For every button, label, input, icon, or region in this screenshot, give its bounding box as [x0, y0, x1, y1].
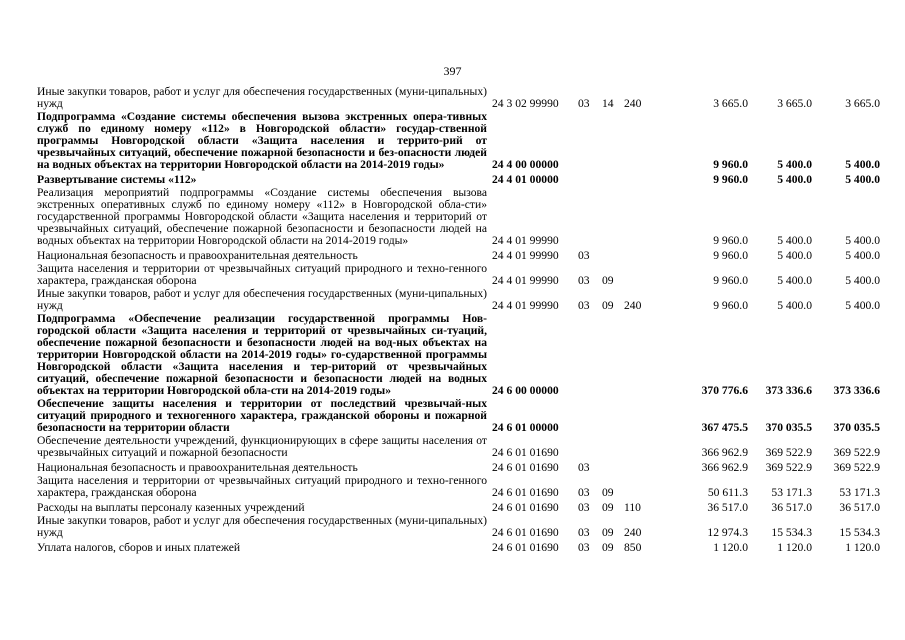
row-name: Иные закупки товаров, работ и услуг для обеспечения государственных (муни-ципальных) нужд [37, 287, 487, 312]
row-target-code: 24 3 02 99990 [492, 97, 559, 110]
row-expense-type: 240 [624, 299, 642, 312]
row-name: Уплата налогов, сборов и иных платежей [37, 541, 241, 554]
row-section: 03 [578, 97, 590, 110]
row-value-year-2: 36 517.0 [771, 501, 812, 514]
row-target-code: 24 6 01 01690 [492, 541, 559, 554]
table-row [37, 187, 880, 247]
row-target-code: 24 4 01 00000 [492, 173, 559, 186]
table-row [37, 515, 880, 539]
row-value-year-3: 370 035.5 [833, 421, 880, 434]
row-subsection: 09 [602, 541, 614, 554]
row-value-year-1: 9 960.0 [713, 158, 748, 171]
row-value-year-2: 5 400.0 [777, 173, 812, 186]
row-subsection: 09 [602, 526, 614, 539]
row-value-year-3: 3 665.0 [845, 97, 880, 110]
row-name: Защита населения и территории от чрезвычайных ситуаций природного и техно-генного характера, гражданская оборона [37, 262, 487, 287]
row-name: Национальная безопасность и правоохранительная деятельность [37, 249, 358, 262]
row-value-year-3: 5 400.0 [845, 173, 880, 186]
row-name: Развертывание системы «112» [37, 173, 197, 186]
table-row [37, 500, 880, 514]
row-value-year-3: 5 400.0 [845, 158, 880, 171]
row-value-year-1: 9 960.0 [713, 234, 748, 247]
row-subsection: 09 [602, 501, 614, 514]
table-row [37, 172, 880, 186]
row-value-year-2: 15 534.3 [771, 526, 812, 539]
row-expense-type: 240 [624, 97, 642, 110]
row-value-year-3: 373 336.6 [833, 384, 880, 397]
table-row [37, 263, 880, 287]
row-target-code: 24 4 00 00000 [492, 158, 559, 171]
row-value-year-1: 36 517.0 [707, 501, 748, 514]
row-value-year-1: 50 611.3 [707, 486, 748, 499]
row-value-year-2: 5 400.0 [777, 299, 812, 312]
table-row [37, 313, 880, 397]
row-value-year-2: 3 665.0 [777, 97, 812, 110]
row-target-code: 24 6 01 01690 [492, 526, 559, 539]
row-value-year-2: 5 400.0 [777, 274, 812, 287]
row-value-year-3: 5 400.0 [845, 249, 880, 262]
row-value-year-2: 5 400.0 [777, 158, 812, 171]
row-value-year-1: 9 960.0 [713, 173, 748, 186]
row-target-code: 24 6 00 00000 [492, 384, 559, 397]
row-value-year-3: 5 400.0 [845, 274, 880, 287]
row-section: 03 [578, 501, 590, 514]
row-subsection: 09 [602, 274, 614, 287]
row-value-year-3: 15 534.3 [839, 526, 880, 539]
row-target-code: 24 4 01 99990 [492, 274, 559, 287]
table-row [37, 111, 880, 171]
row-section: 03 [578, 486, 590, 499]
table-row [37, 475, 880, 499]
row-value-year-3: 5 400.0 [845, 234, 880, 247]
row-name: Иные закупки товаров, работ и услуг для обеспечения государственных (муни-ципальных) нужд [37, 85, 487, 110]
row-value-year-1: 1 120.0 [713, 541, 748, 554]
row-expense-type: 240 [624, 526, 642, 539]
row-name: Обеспечение деятельности учреждений, функционирующих в сфере защиты населения от чрезвычайных ситуаций и пожарной безопасности [37, 434, 487, 459]
table-row [37, 460, 880, 474]
row-section: 03 [578, 526, 590, 539]
row-name: Национальная безопасность и правоохранительная деятельность [37, 461, 358, 474]
row-target-code: 24 4 01 99990 [492, 234, 559, 247]
row-section: 03 [578, 249, 590, 262]
table-row [37, 288, 880, 312]
row-name: Обеспечение защиты населения и территории от последствий чрезвычай-ных ситуаций природного и техногенного характера, гражданской обороны и пожарной безопасности на территории области [37, 397, 487, 434]
row-subsection: 09 [602, 299, 614, 312]
row-value-year-3: 1 120.0 [845, 541, 880, 554]
table-row [37, 435, 880, 459]
row-value-year-1: 367 475.5 [701, 421, 748, 434]
row-target-code: 24 6 01 01690 [492, 501, 559, 514]
row-section: 03 [578, 461, 590, 474]
table-row [37, 540, 880, 554]
row-subsection: 14 [602, 97, 614, 110]
row-name: Расходы на выплаты персоналу казенных учреждений [37, 501, 305, 514]
row-value-year-1: 370 776.6 [701, 384, 748, 397]
row-value-year-3: 369 522.9 [833, 461, 880, 474]
row-value-year-1: 366 962.9 [701, 461, 748, 474]
row-value-year-1: 3 665.0 [713, 97, 748, 110]
row-value-year-1: 9 960.0 [713, 274, 748, 287]
row-target-code: 24 4 01 99990 [492, 249, 559, 262]
row-target-code: 24 6 01 00000 [492, 421, 559, 434]
row-value-year-2: 5 400.0 [777, 249, 812, 262]
row-value-year-2: 5 400.0 [777, 234, 812, 247]
row-target-code: 24 6 01 01690 [492, 446, 559, 459]
row-value-year-2: 373 336.6 [765, 384, 812, 397]
row-value-year-2: 369 522.9 [765, 461, 812, 474]
row-section: 03 [578, 541, 590, 554]
row-target-code: 24 4 01 99990 [492, 299, 559, 312]
row-value-year-2: 53 171.3 [771, 486, 812, 499]
row-value-year-1: 366 962.9 [701, 446, 748, 459]
row-value-year-1: 12 974.3 [707, 526, 748, 539]
row-target-code: 24 6 01 01690 [492, 486, 559, 499]
row-value-year-2: 369 522.9 [765, 446, 812, 459]
row-value-year-1: 9 960.0 [713, 249, 748, 262]
row-expense-type: 850 [624, 541, 642, 554]
row-value-year-1: 9 960.0 [713, 299, 748, 312]
page-number: 397 [443, 64, 462, 78]
row-value-year-2: 1 120.0 [777, 541, 812, 554]
budget-table [37, 86, 880, 555]
table-row [37, 398, 880, 434]
row-target-code: 24 6 01 01690 [492, 461, 559, 474]
row-value-year-3: 5 400.0 [845, 299, 880, 312]
table-row [37, 248, 880, 262]
row-name: Защита населения и территории от чрезвычайных ситуаций природного и техно-генного характера, гражданская оборона [37, 474, 487, 499]
row-value-year-3: 36 517.0 [839, 501, 880, 514]
row-section: 03 [578, 299, 590, 312]
row-value-year-3: 53 171.3 [839, 486, 880, 499]
row-subsection: 09 [602, 486, 614, 499]
row-name: Иные закупки товаров, работ и услуг для обеспечения государственных (муни-ципальных) нужд [37, 514, 487, 539]
row-name: Подпрограмма «Обеспечение реализации государственной программы Нов-городской области «Защита населения и территорий от чрезвычайных си-туаций, обеспечение пожарной безопасности и безопасности людей на вод-ных объектах на территории Новгородской области на 2014-2019 годы» го-сударственной программы Новгородской области «Защита населения и тер-риторий от чрезвычайных ситуаций, обеспечение пожарной безопасности и безопасности людей на водных объектах на территории Новгородской обла-сти на 2014-2019 годы» [37, 312, 487, 397]
row-value-year-2: 370 035.5 [765, 421, 812, 434]
row-section: 03 [578, 274, 590, 287]
table-row [37, 86, 880, 110]
row-name: Подпрограмма «Создание системы обеспечения вызова экстренных опера-тивных служб по единому номеру «112» в Новгородской области» государ-ственной программы Новгородской области «Защита населения и террито-рий от чрезвычайных ситуаций, обеспечение пожарной безопасности и без-опасности людей на водных объектах на территории Новгородской области на 2014-2019 годы» [37, 110, 487, 171]
row-name: Реализация мероприятий подпрограммы «Создание системы обеспечения вызова экстренных оперативных служб по единому номеру «112» в Новгородской обла-сти» государственной программы Новгородской области «Защита населения и территорий от чрезвычайных ситуаций, обеспечение пожарной безопасности и безопасности людей на водных объектах на территории Новгородской области на 2014-2019 годы» [37, 186, 487, 247]
row-value-year-3: 369 522.9 [833, 446, 880, 459]
row-expense-type: 110 [624, 501, 641, 514]
